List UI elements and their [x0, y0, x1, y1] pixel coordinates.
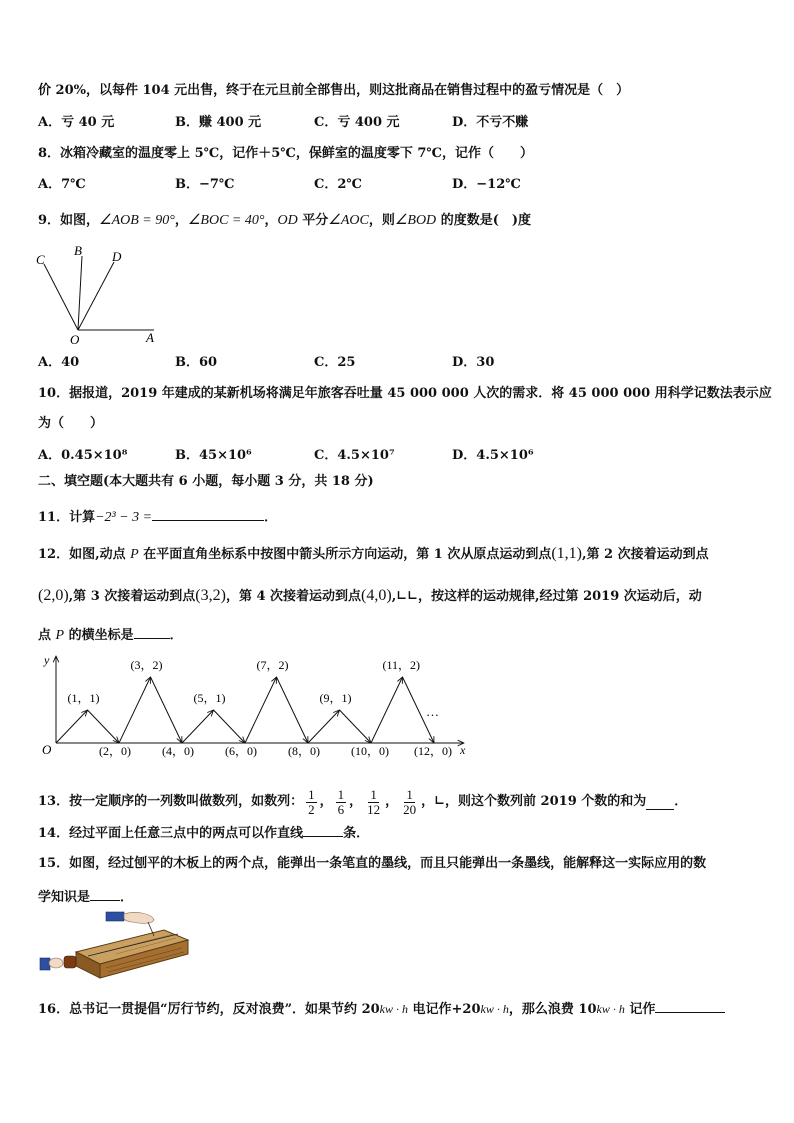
motion-segment-11	[371, 677, 403, 743]
peak-label-5: (9，1)	[319, 691, 352, 705]
motion-segment-10	[340, 710, 372, 743]
q9-option-d: D．30	[452, 355, 495, 370]
q9-angle-figure	[30, 240, 170, 348]
q9-option-b: B．60	[175, 355, 218, 370]
q12-stem-line2: (2,0),第 3 次接着运动到点(3,2)，第 4 次接着运动到点(4,0),∟∟，按这样的运动规律,经过第 2019 次运动后，动	[38, 587, 702, 604]
q11-expression: −2³ − 3 =	[95, 510, 153, 525]
q10-stem-line2: 为（ ）	[38, 416, 104, 431]
q12-stem-line3: 点 P 的横坐标是 ．	[38, 624, 183, 645]
q8-option-a: A．7℃	[38, 177, 86, 192]
motion-segment-2	[88, 710, 120, 743]
label-a: A	[146, 330, 154, 345]
q9-math-bod: ∠BOD	[394, 213, 437, 228]
peak-label-2: (3，2)	[130, 658, 163, 672]
label-c: C	[36, 252, 45, 267]
q7-option-d: D．不亏不赚	[452, 115, 529, 130]
label-b: B	[74, 243, 82, 258]
q7-option-a: A．亏 40 元	[38, 115, 115, 130]
q9-math-aob: ∠AOB = 90°	[99, 213, 175, 228]
peak-label-3: (5，1)	[193, 691, 226, 705]
q9-option-c: C．25	[314, 355, 356, 370]
axis-point-label-3: (6，0)	[225, 744, 257, 758]
q9-math-aoc: ∠AOC	[328, 213, 369, 228]
q9-math-od: OD	[277, 213, 298, 228]
y-axis-label: y	[44, 653, 50, 667]
chart-ellipsis: …	[426, 704, 439, 719]
q11-stem: 11．计算−2³ − 3 = ．	[38, 506, 277, 527]
q13-stem: 13．按一定顺序的一列数叫做数列，如数列： $\frac{1}{2}$ ， $\frac{1}{6}$ ， $\frac{1}{12}$ ， $\frac{1}{20}$ ，∟，则这个数列前 2019 个数的和为 ．	[38, 786, 688, 817]
motion-segment-7	[245, 677, 277, 743]
q10-option-b: B．45×10⁶	[175, 448, 252, 463]
q11-answer-blank[interactable]	[152, 506, 264, 521]
q15-stem-line1: 15．如图，经过刨平的木板上的两个点，能弹出一条笔直的墨线，而且只能弹出一条墨线，能解释这一实际应用的数	[38, 856, 707, 871]
axis-point-labels	[99, 744, 452, 758]
q13-fraction-4: $\frac{1}{20}$	[403, 786, 417, 817]
axis-point-label-1: (2，0)	[99, 744, 131, 758]
peak-label-6: (11，2)	[382, 658, 421, 672]
q16-answer-blank[interactable]	[655, 998, 725, 1013]
q10-option-c: C．4.5×10⁷	[314, 448, 395, 463]
q15-woodworking-illustration	[36, 910, 196, 986]
q15-stem-line2: 学知识是 ．	[38, 886, 133, 907]
motion-segment-6	[214, 710, 246, 743]
origin-label: O	[42, 742, 52, 757]
motion-segment-8	[277, 677, 309, 743]
left-sleeve	[40, 958, 50, 970]
q15-answer-blank[interactable]	[90, 886, 120, 901]
ray-od	[78, 262, 114, 330]
q12-coordinate-figure	[36, 650, 476, 766]
axis-point-label-5: (10，0)	[351, 744, 389, 758]
right-hand	[124, 912, 154, 923]
motion-segment-4	[151, 677, 183, 743]
axis-point-label-2: (4，0)	[162, 744, 194, 758]
peak-labels	[68, 658, 421, 705]
q14-stem: 14．经过平面上任意三点中的两点可以作直线 条．	[38, 822, 369, 843]
section-heading-fill-in: 二、填空题(本大题共有 6 小题，每小题 3 分，共 18 分)	[38, 474, 374, 489]
peak-label-4: (7，2)	[256, 658, 289, 672]
q14-answer-blank[interactable]	[303, 822, 343, 837]
q12-answer-blank[interactable]	[134, 624, 170, 639]
ink-pot	[64, 956, 76, 968]
q10-stem-line1: 10．据报道，2019 年建成的某新机场将满足年旅客吞吐量 45 000 000 人次的需求．将 45 000 000 用科学记数法表示应	[38, 386, 772, 401]
q7-option-b: B．赚 400 元	[175, 115, 262, 130]
motion-path	[56, 677, 434, 743]
left-hand	[49, 958, 63, 968]
peak-label-1: (1，1)	[67, 691, 100, 705]
q9-stem: 9．如图，∠AOB = 90°，∠BOC = 40°，OD 平分∠AOC，则∠BOD 的度数是( )度	[38, 213, 531, 228]
q8-option-b: B．−7℃	[175, 177, 235, 192]
q10-option-a: A．0.45×10⁸	[38, 448, 128, 463]
motion-segment-9	[308, 710, 340, 743]
q13-fraction-3: $\frac{1}{12}$	[367, 786, 381, 817]
q10-option-d: D．4.5×10⁶	[452, 448, 534, 463]
label-o: O	[70, 332, 80, 347]
motion-segment-1	[56, 710, 88, 743]
q7-option-c: C．亏 400 元	[314, 115, 400, 130]
q13-answer-blank[interactable]	[646, 795, 674, 810]
q13-fraction-2: $\frac{1}{6}$	[337, 786, 345, 817]
q8-option-c: C．2℃	[314, 177, 362, 192]
q13-fraction-1: $\frac{1}{2}$	[308, 786, 315, 817]
label-d: D	[112, 249, 122, 264]
x-axis-label: x	[460, 743, 466, 757]
axis-point-label-4: (8，0)	[288, 744, 320, 758]
right-sleeve	[106, 912, 124, 921]
q8-option-d: D．−12℃	[452, 177, 521, 192]
ray-ob	[78, 256, 82, 330]
q16-stem: 16．总书记一贯提倡“厉行节约，反对浪费”．如果节约 20kw · h 电记作+20kw · h，那么浪费 10kw · h 记作	[38, 998, 725, 1019]
q8-stem: 8．冰箱冷藏室的温度零上 5℃，记作＋5℃，保鲜室的温度零下 7℃，记作（ ）	[38, 146, 533, 161]
axis-point-label-6: (12，0)	[414, 744, 452, 758]
q7-stem: 价 20%，以每件 104 元出售，终于在元旦前全部售出，则这批商品在销售过程中的盈亏情况是（ ）	[38, 83, 630, 98]
motion-segment-5	[182, 710, 214, 743]
motion-segment-3	[119, 677, 151, 743]
q9-math-boc: ∠BOC = 40°	[187, 213, 265, 228]
q12-stem-line1: 12．如图,动点 P 在平面直角坐标系中按图中箭头所示方向运动，第 1 次从原点运动到点(1,1),第 2 次接着运动到点	[38, 545, 709, 562]
ray-oc	[44, 264, 78, 330]
q9-option-a: A．40	[38, 355, 80, 370]
